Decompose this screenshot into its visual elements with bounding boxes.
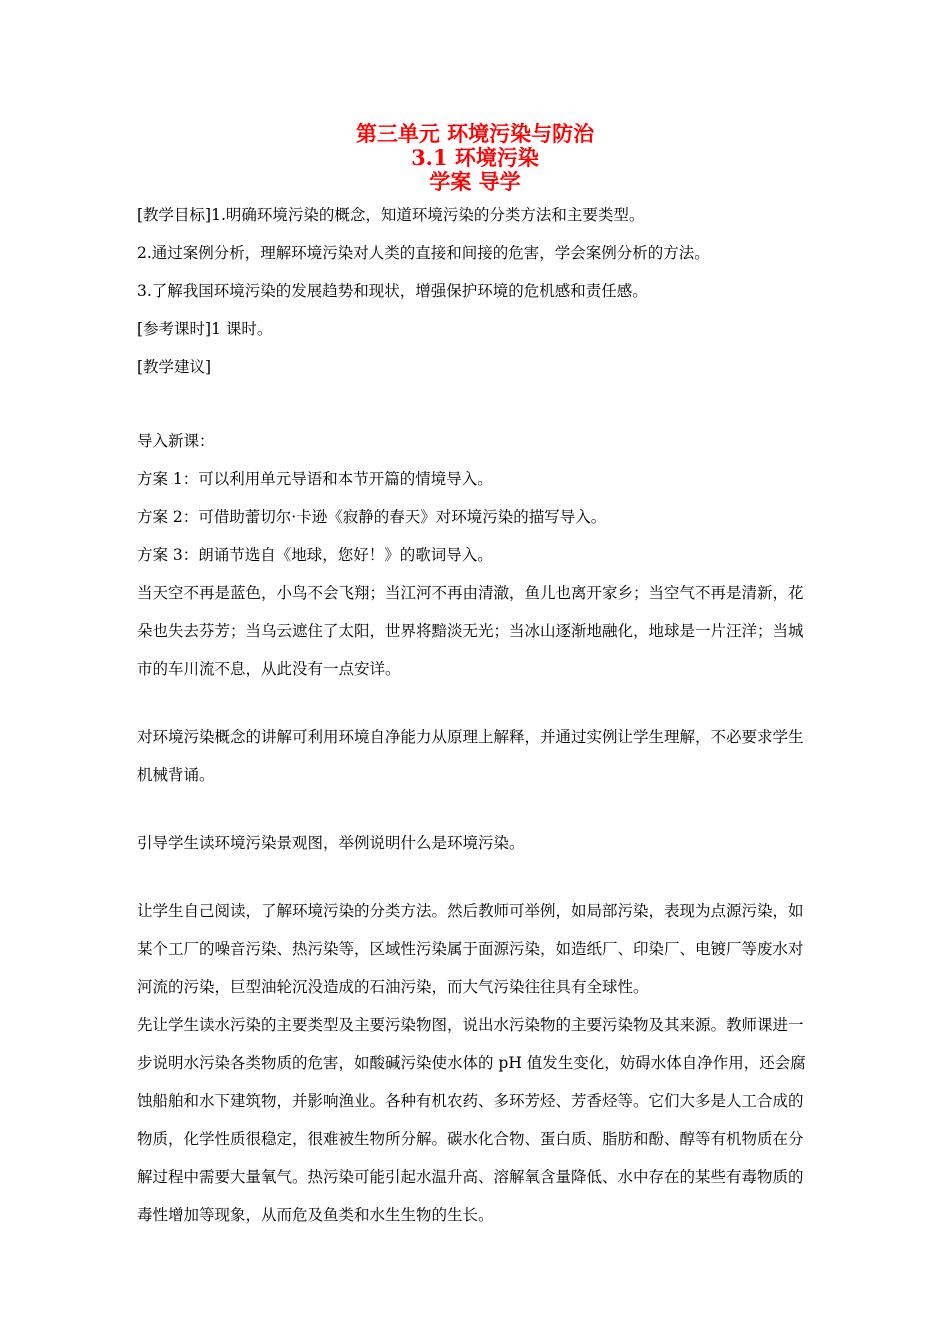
paragraph-landscape: 引导学生读环境污染景观图，举例说明什么是环境污染。 bbox=[137, 834, 525, 852]
paragraph-plan-2: 方案 2：可借助蕾切尔·卡逊《寂静的春天》对环境污染的描写导入。 bbox=[137, 508, 607, 526]
paragraph-plan-1: 方案 1：可以利用单元导语和本节开篇的情境导入。 bbox=[137, 470, 493, 488]
paragraph-intro: 导入新课： bbox=[137, 432, 215, 450]
paragraph-objective-3: 3.了解我国环境污染的发展趋势和现状，增强保护环境的危机感和责任感。 bbox=[137, 282, 648, 300]
spacer bbox=[137, 862, 813, 892]
paragraph-objective-1: [教学目标]1.明确环境污染的概念，知道环境污染的分类方法和主要类型。 bbox=[137, 206, 645, 224]
paragraph-class-hours: [参考课时]1 课时。 bbox=[137, 320, 273, 338]
paragraph-classification: 让学生自己阅读，了解环境污染的分类方法。然后教师可举例，如局部污染，表现为点源污染，如某个工厂的噪音污染、热污染等，区域性污染属于面源污染，如造纸厂、印染厂、电镀厂等废水对河流的污染，巨型油轮沉没造成的石油污染，而大气污染往往具有全球性。 bbox=[137, 902, 804, 996]
paragraph-water-pollution: 先让学生读水污染的主要类型及主要污染物图，说出水污染物的主要污染物及其来源。教师课进一步说明水污染各类物质的危害，如酸碱污染使水体的 pH 值发生变化，妨碍水体自净作用，还会腐蚀船舶和水下建筑物，并影响渔业。各种有机农药、多环芳烃、芳香烃等。它们大多是人工合成的物质，化学性质很稳定，很难被生物所分解。碳水化合物、蛋白质、脂肪和酚、醇等有机物质在分解过程中需要大量氧气。热污染可能引起水温升高、溶解氧含量降低、水中存在的某些有毒物质的毒性增加等现象，从而危及鱼类和水生生物的生长。 bbox=[137, 1016, 806, 1224]
paragraph-objective-2: 2.通过案例分析，理解环境污染对人类的直接和间接的危害，学会案例分析的方法。 bbox=[137, 244, 710, 262]
spacer bbox=[137, 688, 813, 718]
spacer bbox=[137, 794, 813, 824]
paragraph-lyrics: 当天空不再是蓝色，小鸟不会飞翔；当江河不再由清澈，鱼儿也离开家乡；当空气不再是清新，花朵也失去芬芳；当乌云遮住了太阳，世界将黯淡无光；当冰山逐渐地融化，地球是一片汪洋；当城市的车川流不息，从此没有一点安详。 bbox=[137, 584, 804, 678]
paragraph-plan-3: 方案 3：朗诵节选自《地球，您好！》的歌词导入。 bbox=[137, 546, 493, 564]
unit-title: 第三单元 环境污染与防治 bbox=[355, 121, 595, 146]
spacer bbox=[137, 386, 813, 422]
document-title bbox=[0, 122, 950, 194]
subtitle: 学案 导学 bbox=[429, 169, 521, 194]
paragraph-teaching-advice: [教学建议] bbox=[137, 358, 212, 376]
document-body bbox=[137, 196, 813, 1234]
paragraph-concept: 对环境污染概念的讲解可利用环境自净能力从原理上解释，并通过实例让学生理解，不必要求学生机械背诵。 bbox=[137, 728, 804, 784]
section-title: 3.1 环境污染 bbox=[411, 145, 539, 170]
